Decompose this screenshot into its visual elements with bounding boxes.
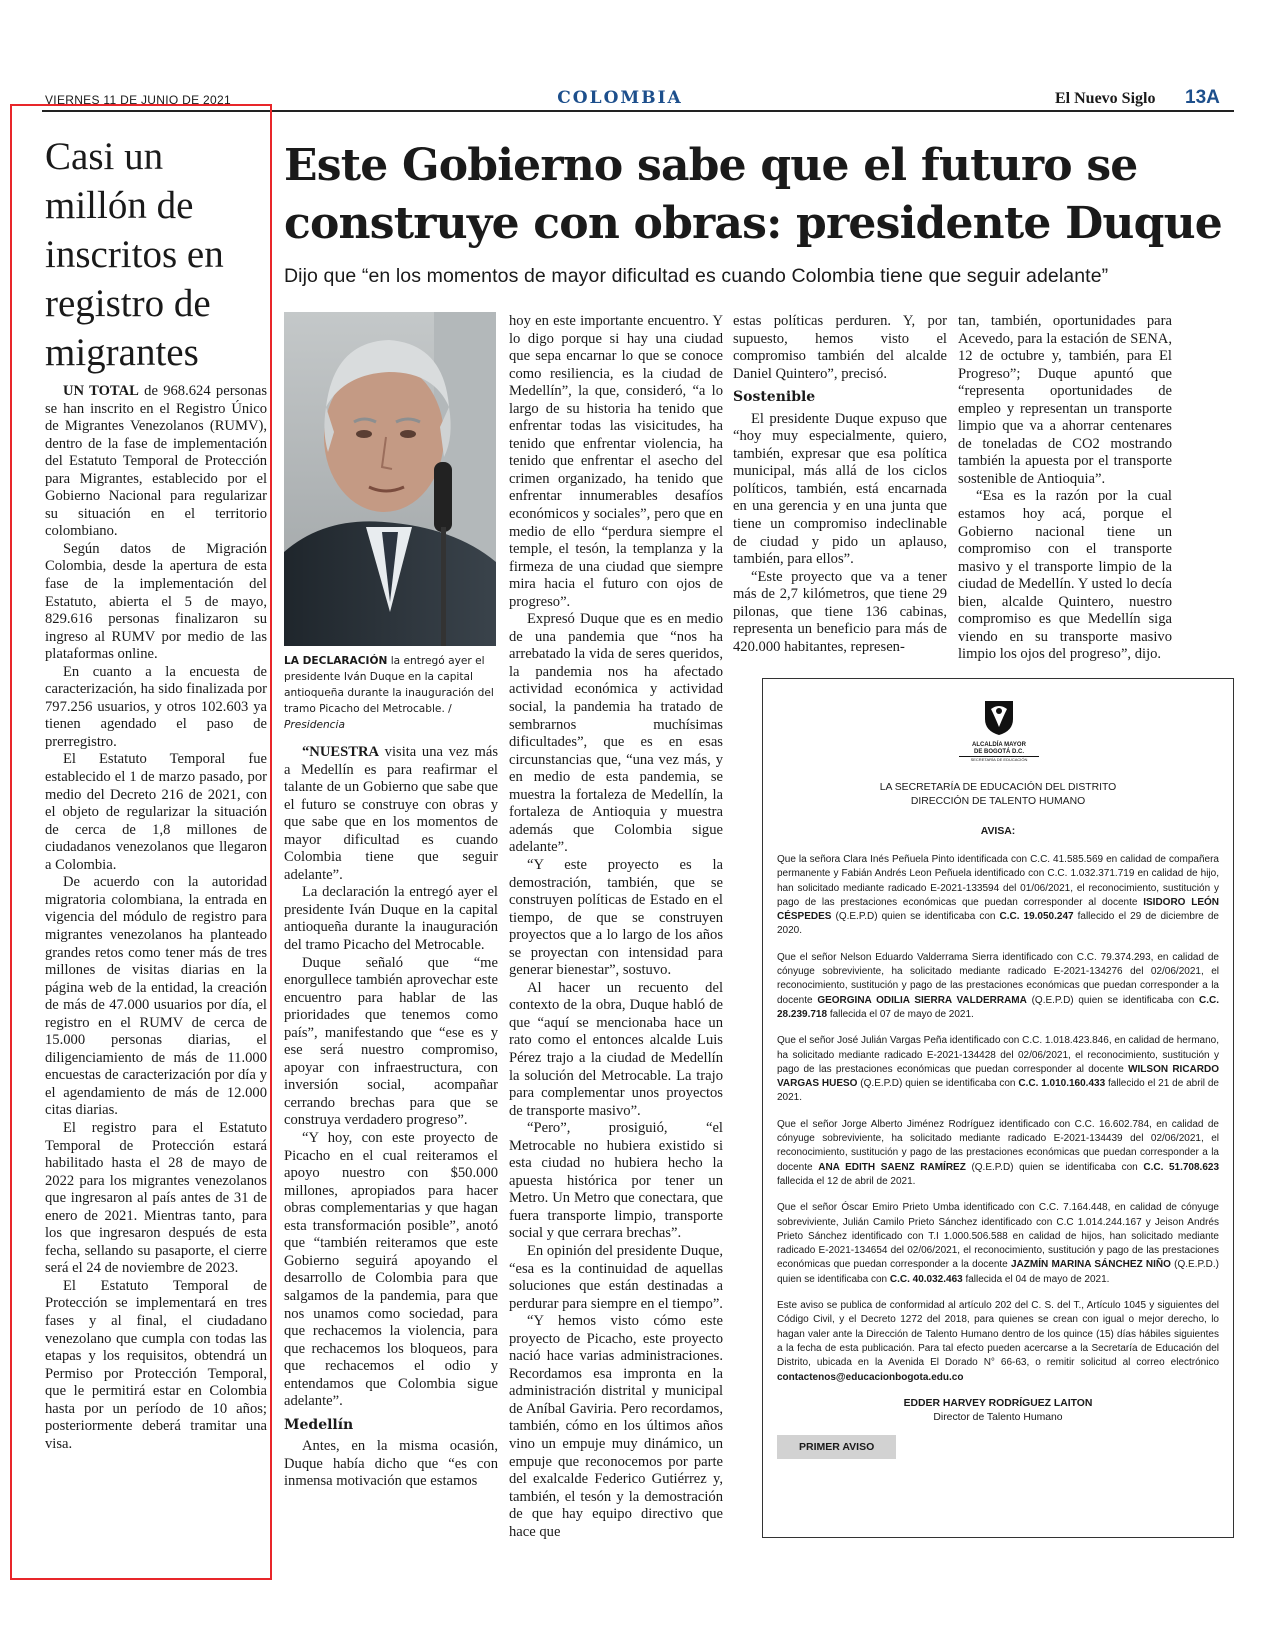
article-paragraph: “Pero”, prosiguió, “el Metrocable no hubiera existido si esta ciudad no hubiera hecho la apuesta histórica por tener un Metro. Un Metro que conectara, que fuera transporte limpio, transporte social y que cerrara brechas”. xyxy=(509,1120,723,1242)
photo-caption: LA DECLARACIÓN la entregó ayer el presidente Iván Duque en la capital antioqueña durante la inauguración del tramo Picacho del Metrocable. / Presidencia xyxy=(284,655,494,731)
article-paragraph: estas políticas perduren. Y, por supuesto, hemos visto el compromiso también del alcalde Daniel Quintero”, precisó. xyxy=(733,313,947,382)
article-paragraph: Expresó Duque que es en medio de una pandemia que “nos ha arrebatado la vida de seres queridos, la pandemia nos ha afectado actividad económica y actividad social, la pandemia ha tratado de sembrarnos muchísimas dificultades”, que es en esas circunstancias que, “una vez más, y en medio de esta pandemia, se muestra la fortaleza de Medellín, la fortaleza de Antioquia y muestra además que Colombia sigue adelante”. xyxy=(509,611,723,856)
sidebar-paragraph: En cuanto a la encuesta de caracterización, ha sido finalizada por 797.256 usuarios, y otros 102.603 ya tienen agendado el paso de prerregistro. xyxy=(45,663,267,750)
sidebar-paragraph: El Estatuto Temporal de Protección se implementará en tres fases y al final, el ciudadano venezolano que cumpla con todas las etapas y los requisitos, obtendrá un Permiso por Protección Temporal, que le permitirá estar en Colombia hasta por un período de 10 años; posteriormente deberá tramitar una visa. xyxy=(45,1277,267,1452)
issue-date: VIERNES 11 DE JUNIO DE 2021 xyxy=(45,93,231,107)
ad-signer: EDDER HARVEY RODRÍGUEZ LAITON xyxy=(903,1397,1093,1409)
logo-text-2: DE BOGOTÁ D.C. xyxy=(959,749,1039,757)
sidebar-article xyxy=(45,383,267,1453)
president-photo xyxy=(284,312,496,646)
article-paragraph: Antes, en la misma ocasión, Duque había dicho que “es con inmensa motivación que estamos xyxy=(284,1438,498,1490)
article-paragraph: “Este proyecto que va a tener más de 2,7 kilómetros, que tiene 29 pilonas, que tiene 136 cabinas, representa un beneficio para más de 420.000 habitantes, represen- xyxy=(733,568,947,655)
sidebar-title: Casi un millón de inscritos en registro de migrantes xyxy=(45,135,224,374)
ad-notice-paragraph: Que el señor José Julián Vargas Peña identificado con C.C. 1.018.423.846, en calidad de hermano, ha solicitado mediante radicado E-2021-134428 del 02/06/2021, el reconocimiento, sustitución y pago de las prestaciones económicas que puedan corresponder al docente WILSON RICARDO VARGAS HUESO (Q.E.P.D) quien se identificaba con C.C. 1.010.160.433 fallecido el 21 de abril de 2021. xyxy=(777,1035,1219,1104)
article-paragraph: Duque señaló que “me enorgullece también aprovechar este encuentro para hablar de las prioridades que tenemos como país”, manifestando que “ese es y ese será nuestro compromiso, apoyar con infraestructura, con inversión social, acompañar cerrando brechas para que se construya verdadero progreso”. xyxy=(284,954,498,1129)
sidebar-paragraph: De acuerdo con la autoridad migratoria colombiana, la entrada en vigencia del módulo de registro para migrantes venezolanos ha planteado grandes retos como tener más de tres millones de visitas diarias en la página web de la entidad, la creación de más de 47.000 usuarios por día, el registro en el RUMV de cerca de 15.000 personas diarias, el diligenciamiento de más de 11.000 encuestas de caracterización por día y el agendamiento de más de 12.000 citas diarias. xyxy=(45,874,267,1119)
ad-notice-paragraph: Que la señora Clara Inés Peñuela Pinto identificada con C.C. 41.585.569 en calidad de compañera permanente y Fabián Andrés Leon Peñuela identificado con C.C. 1.032.371.719 en calidad de hijo, han solicitado mediante radicado E-2021-133594 del 01/06/2021, el reconocimiento, sustitución y pago de las prestaciones económicas que puedan corresponder al docente ISIDORO LEÓN CÉSPEDES (Q.E.P.D) quien se identificaba con C.C. 19.050.247 fallecido el 29 de diciembre de 2020. xyxy=(777,854,1219,937)
sidebar-paragraph: El Estatuto Temporal fue establecido el 1 de marzo pasado, por medio del Decreto 216 de 2021, con el objeto de regularizar la situación de cerca de 1,8 millones de ciudadanos venezolanos que llegaron a Colombia. xyxy=(45,751,267,873)
article-paragraph: El presidente Duque expuso que “hoy muy especialmente, quiero, también, expresar que esa política municipal, más allá de los ciclos políticos, también, está encarnada en una gerencia y en una junta que tiene un compromiso indeclinable de ciudad y pido un aplauso, también, para ellos”. xyxy=(733,410,947,568)
sidebar-paragraph: Según datos de Migración Colombia, desde la apertura de esta fase de la implementación del Estatuto, abierta el 5 de mayo, 829.616 personas finalizaron su ingreso al RUMV por medio de las plataformas online. xyxy=(45,540,267,663)
article-paragraph: tan, también, oportunidades para Acevedo, para la estación de SENA, 12 de octubre y, también, para El Progreso”; Duque apuntó que “representa oportunidades de empleo y representan un transporte limpio que va a ahorrar centenares de toneladas de CO2 mostrando también la apuesta por el transporte sostenible de Antioquia”. xyxy=(958,313,1172,487)
sidebar-paragraph: El registro para el Estatuto Temporal de Protección estará habilitado hasta el 28 de mayo de 2022 para los migrantes venezolanos que ingresaron al país antes de 31 de enero de 2021. Mientras tanto, para los que ingresaron después de esta fecha, sellando su pasaporte, el cierre será el 24 de noviembre de 2023. xyxy=(45,1119,267,1277)
ad-notice-paragraph: Que el señor Jorge Alberto Jiménez Rodríguez identificado con C.C. 16.602.784, en calidad de cónyuge sobreviviente, ha solicitado mediante radicado E-2021-134439 del 02/06/2021, el reconocimiento, sustitución y pago de las prestaciones económicas que puedan corresponder a la docente ANA EDITH SAENZ RAMÍREZ (Q.E.P.D) quien se identificaba con C.C. 51.708.623 fallecida el 12 de abril de 2021. xyxy=(777,1118,1220,1187)
article-deck: Dijo que “en los momentos de mayor dificultad es cuando Colombia tiene que seguir adelante” xyxy=(284,265,1109,287)
bogota-logo xyxy=(959,697,1039,763)
ad-organization: LA SECRETARÍA DE EDUCACIÓN DEL DISTRITO xyxy=(879,782,1117,793)
article-paragraph: “Y hoy, con este proyecto de Picacho en el cual reiteramos el apoyo nuestro con $50.000 millones, apropiados para hacer obras complementarias y que hagan esta transformación posible”, anotó que “también reiteramos que este Gobierno seguirá apoyando el desarrollo de Colombia para que salgamos de la pandemia, para que nos unamos como sociedad, para que rechacemos la violencia, para que rechacemos los bloqueos, para que rechacemos el odio y entendamos que Colombia sigue adelante”. xyxy=(284,1130,498,1410)
subhead-medellin: Medellín xyxy=(284,1416,354,1433)
article-paragraph: “Y este proyecto es la demostración, también, que se construyen políticas de Estado en el tiempo, de que se construyen proyectos que a lo largo de los años se proyectan con intensidad para generar bienestar”, sostuvo. xyxy=(509,856,723,979)
section-name: COLOMBIA xyxy=(557,88,683,108)
article-paragraph: En opinión del presidente Duque, “esa es la continuidad de aquellas soluciones que están destinadas a perdurar para siempre en el tiempo”. xyxy=(509,1242,723,1312)
article-lead-word: “NUESTRA xyxy=(302,744,380,760)
primer-aviso-badge: PRIMER AVISO xyxy=(777,1435,896,1459)
legal-notice-ad xyxy=(762,678,1234,1538)
article-paragraph: “Esa es la razón por la cual estamos hoy acá, porque el Gobierno nacional tiene un compromiso con el transporte masivo y el transporte limpio de la ciudad de Medellín. Y usted lo decía bien, alcalde Quintero, nuestro compromiso es que Medellín siga viendo en su transporte masivo limpio los ojos del progreso”, dijo. xyxy=(958,488,1172,663)
ad-avisa-label: AVISA: xyxy=(980,826,1016,837)
article-paragraph: Al hacer un recuento del contexto de la obra, Duque habló de que “aquí se mencionaba hace un rato como el entonces alcalde Luis Pérez trajo a la ciudad de Medellín la solución del Metrocable. La trajo para complementar unos proyectos de transporte masivo”. xyxy=(509,979,723,1119)
photo-credit: Presidencia xyxy=(284,719,345,731)
logo-text-3: SECRETARÍA DE EDUCACIÓN xyxy=(970,757,1028,762)
article-column-3 xyxy=(733,313,947,656)
page-number: 13A xyxy=(1185,87,1220,108)
article-headline: Este Gobierno sabe que el futuro se construye con obras: presidente Duque xyxy=(284,140,1222,249)
coat-of-arms-icon xyxy=(982,697,1016,737)
ad-notice-paragraph: Que el señor Nelson Eduardo Valderrama Sierra identificado con C.C. 79.374.293, en calidad de cónyuge sobreviviente, ha solicitado mediante radicado E-2021-134276 del 02/06/2021, el reconocimiento, sustitución y pago de las prestaciones económicas que puedan corresponder a la docente GEORGINA ODILIA SIERRA VALDERRAMA (Q.E.P.D) quien se identificaba con C.C. 28.239.718 fallecida el 07 de mayo de 2021. xyxy=(777,951,1219,1020)
sidebar-paragraph: UN TOTAL de 968.624 personas se han inscrito en el Registro Único de Migrantes Venezolanos (RUMV), dentro de la fase de implementación del Estatuto Temporal de Protección para Migrantes, establecido por el Gobierno Nacional para regularizar su situación en el territorio colombiano. xyxy=(45,383,267,540)
article-paragraph: La declaración la entregó ayer el presidente Iván Duque en la capital antioqueña durante la inauguración del tramo Picacho del Metrocable. xyxy=(284,884,498,954)
ad-closing-paragraph: Este aviso se publica de conformidad al artículo 202 del C. S. del T., Artículo 1045 y siguientes del Código Civil, y el Decreto 1272 del 2018, para quienes se crean con igual o mejor derecho, lo hagan valer ante la Dirección de Talento Humano dentro de los quince (15) días hábiles siguientes a la fecha de esta publicación. Para tal efecto pueden acercarse a la Secretaría de Educación del Distrito, ubicada en la Avenida El Dorado N° 66-63, o remitir solicitud al correo electrónico contactenos@educacionbogota.edu.co xyxy=(777,1300,1219,1383)
article-paragraph: “NUESTRA visita una vez más a Medellín es para reafirmar el talante de un Gobierno que sabe que el futuro se construye con obras y que sabe que en los momentos de mayor dificultad es cuando Colombia tiene que seguir adelante”. xyxy=(284,744,498,883)
sidebar-lead-word: UN TOTAL xyxy=(63,383,139,399)
logo-text-1: ALCALDÍA MAYOR xyxy=(972,742,1026,748)
article-paragraph: “Y hemos visto cómo este proyecto de Picacho, este proyecto nació hace varias administraciones. Recordamos esa impronta en la administración distrital y municipal de Aníbal Gaviria. Pero recordamos, también, cómo en los últimos años vino un empuje muy dinámico, un empuje que reconocemos por parte del exalcalde Federico Gutiérrez y, también, el tesón y la demostración de que hay equipo directivo que hace que xyxy=(509,1313,723,1540)
newspaper-name: El Nuevo Siglo xyxy=(1055,90,1156,107)
article-column-1 xyxy=(284,744,498,1491)
caption-lead: LA DECLARACIÓN xyxy=(284,655,388,667)
article-column-2 xyxy=(509,313,723,1541)
ad-department: DIRECCIÓN DE TALENTO HUMANO xyxy=(910,796,1086,807)
ad-notice-paragraph: Que el señor Óscar Emiro Prieto Umba identificado con C.C. 7.164.448, en calidad de cónyuge sobreviviente, Julián Camilo Prieto Sánchez identificado con C.C 1.014.244.167 y Jeison Andrés Prieto Sánchez identificado con T.I 1.000.506.588 en calidad de hijos, han solicitado mediante radicado E-2021-134654 del 02/06/2021, el reconocimiento, sustitución y pago de las prestaciones económicas que puedan corresponder a la docente JAZMÍN MARINA SÁNCHEZ NIÑO (Q.E.P.D.) quien se identificaba con C.C. 40.032.463 fallecida el 04 de mayo de 2021. xyxy=(777,1202,1219,1285)
ad-signer-title: Director de Talento Humano xyxy=(933,1411,1063,1423)
subhead-sostenible: Sostenible xyxy=(733,389,816,406)
article-paragraph: hoy en este importante encuentro. Y lo digo porque si hay una ciudad que sepa encarnar lo que se conoce como resiliencia, es la ciudad de Medellín”, la que, consideró, “a lo largo de su historia ha tenido que enfrentar todas las visicitudes, ha tenido que enfrentar violencia, ha tenido que enfrentar el asecho del crimen organizado, ha tenido que enfrentar innumerables desafíos económicos y sociales”, pero que en medio de ello “perdura siempre el temple, el tesón, la templanza y la firmeza de una ciudad que siempre mira hacia el futuro con ojos de progreso”. xyxy=(509,313,723,610)
article-column-4 xyxy=(958,313,1172,664)
